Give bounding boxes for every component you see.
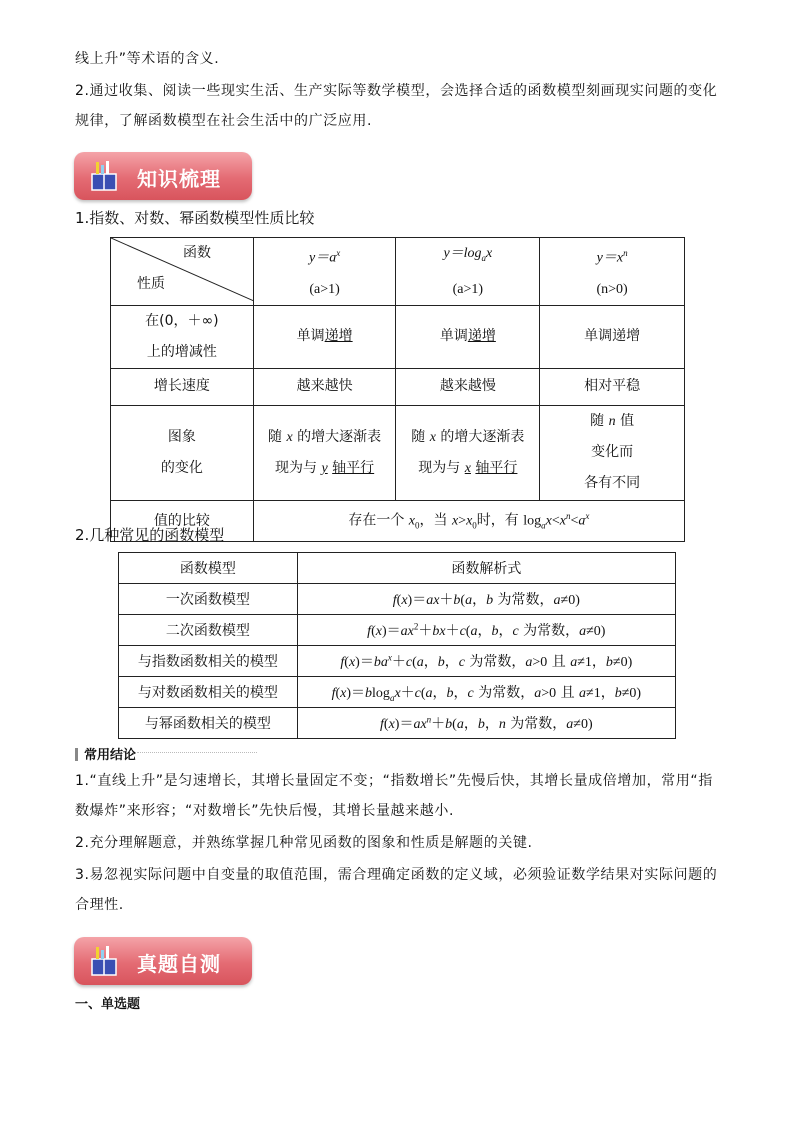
model-name: 与幂函数相关的模型 [119,708,298,739]
model-name: 与指数函数相关的模型 [119,646,298,677]
dotted-rule [137,752,257,753]
models-table [118,552,676,739]
heading-bar [75,748,78,761]
model-formula: $f(x)=ax^n+b(a$，b，n 为常数，a≠0) [297,708,675,739]
section2-title: 2.几种常见的函数模型 [75,526,225,544]
intro-line-1: 线上升”等术语的含义. [75,51,220,67]
model-formula: $f(x)=ba^x+c(a$，b，c 为常数，a>0 且 a≠1，b≠0) [297,646,675,677]
model-name: 二次函数模型 [119,615,298,646]
book-icon [90,160,118,192]
banner-exam [74,937,252,985]
pow-graph: 随 n 值 变化而 各有不同 [540,405,685,500]
exp-graph: 随 x 的增大逐渐表 现为与 y 轴平行 [253,405,396,500]
log-monotonic: 单调递增 [396,305,540,368]
row-graph-label: 图象 的变化 [111,405,254,500]
model-formula: f(x)＝ax＋b(a，b 为常数，a≠0) [297,584,675,615]
header-formula: 函数解析式 [297,553,675,584]
pow-speed: 相对平稳 [540,368,685,405]
row-monotonic-label: 在(0，＋∞) 上的增减性 [111,305,254,368]
corner-cell [111,238,254,306]
model-name: 一次函数模型 [119,584,298,615]
common-conclusions-heading [75,744,136,763]
banner-knowledge-label: 知识梳理 [137,167,221,191]
intro-line-2: 2.通过收集、阅读一些现实生活、生产实际等数学模型，会选择合适的函数模型刻画现实问题的变化规律，了解函数模型在社会生活中的广泛应用. [75,83,718,129]
section3-title: 一、单选题 [75,997,141,1012]
section1-title: 1.指数、对数、幂函数模型性质比较 [75,209,315,227]
col-pow-header: $y=x^n$ (n>0) [540,238,685,306]
exp-speed: 越来越快 [253,368,396,405]
model-formula: $f(x)=ax^2+bx+c(a$，b，c 为常数，a≠0) [297,615,675,646]
compare-cell: 存在一个 $x_0$，当 $x>x_0$时，有 $\log_ax<x^n<a^x$ [253,500,684,541]
conclusion-2: 2.充分理解题意，并熟练掌握几种常见函数的图象和性质是解题的关键. [75,835,533,851]
log-graph: 随 x 的增大逐渐表 现为与 x 轴平行 [396,405,540,500]
col-exp-header: $y=a^x$ (a>1) [253,238,396,306]
book-icon [90,945,118,977]
row-compare-label: 值的比较 [111,500,254,541]
row-speed-label: 增长速度 [111,368,254,405]
conclusion-1: 1.“直线上升”是匀速增长，其增长量固定不变；“指数增长”先慢后快，其增长量成倍增加，常用“指数爆炸”来形容；“对数增长”先快后慢，其增长量越来越小. [75,773,713,819]
model-name: 与对数函数相关的模型 [119,677,298,708]
comparison-table [110,237,685,542]
banner-knowledge [74,152,252,200]
model-formula: f(x)＝blog$_a$x＋c(a，b，c 为常数，a>0 且 a≠1，b≠0) [297,677,675,708]
col-log-header: $y=\log_ax$ (a>1) [396,238,540,306]
pow-monotonic: 单调递增 [540,305,685,368]
conclusion-3: 3.易忽视实际问题中自变量的取值范围，需合理确定函数的定义域，必须验证数学结果对实际问题的合理性. [75,867,718,913]
log-speed: 越来越慢 [396,368,540,405]
common-conclusions-title: 常用结论 [84,748,137,763]
corner-top: 函数 [183,245,211,261]
banner-exam-label: 真题自测 [137,952,221,976]
exp-monotonic: 单调递增 [253,305,396,368]
header-model: 函数模型 [119,553,298,584]
corner-bottom: 性质 [137,276,165,292]
